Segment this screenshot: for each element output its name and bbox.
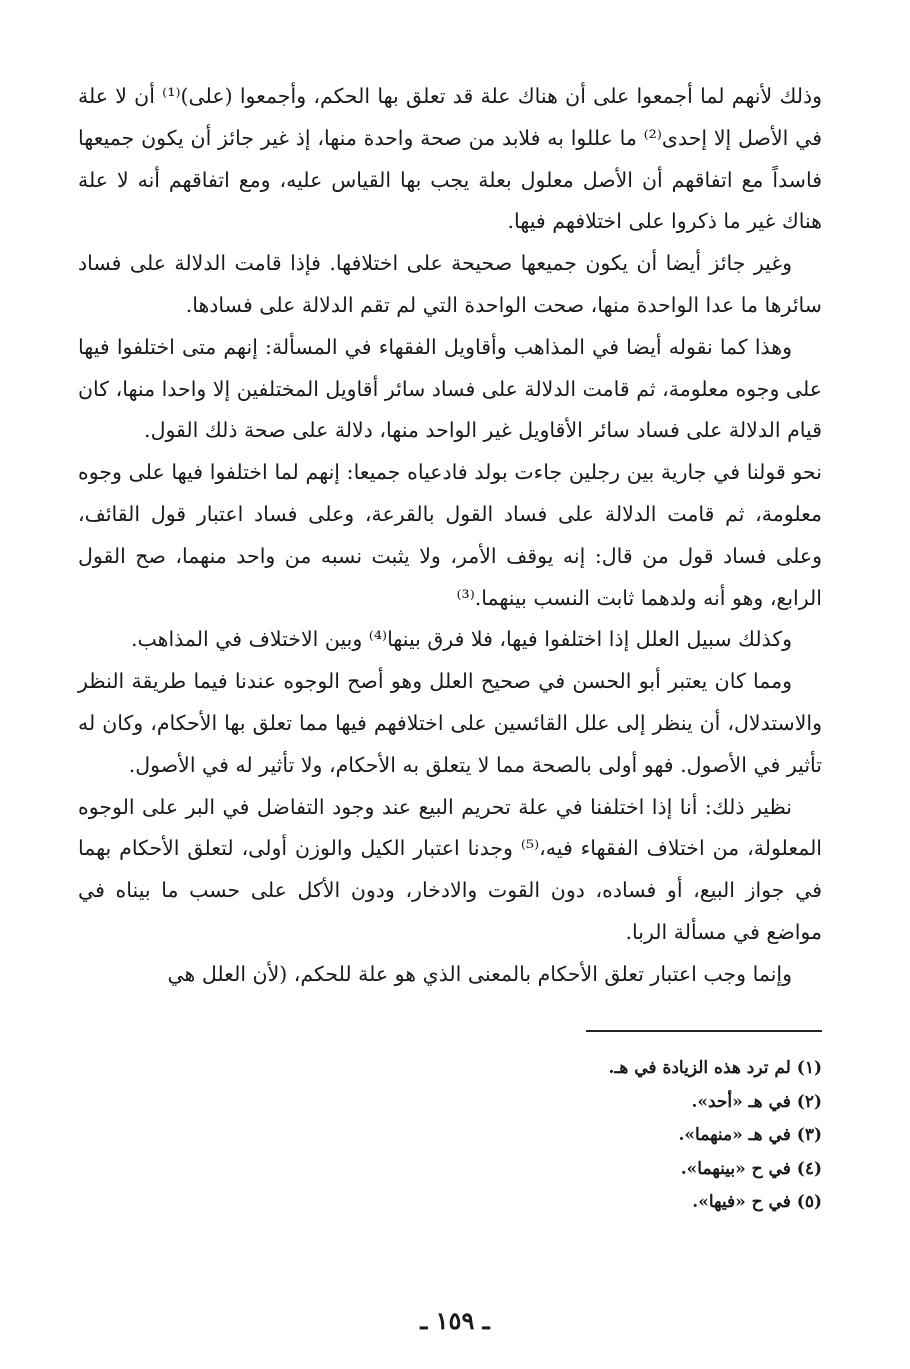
footnote-5: (٥) في ح «فيها». bbox=[692, 1192, 822, 1212]
paragraph-1: وذلك لأنهم لما أجمعوا على أن هناك علة قد تعلق بها الحكم، وأجمعوا (على)⁽¹⁾ أن لا علة في الأصل إلا إحدى⁽²⁾ ما عللوا به فلابد من صحة واحدة منها، إذ غير جائز أن يكون جميعها فاسداً مع اتفاقهم أن الأصل معلول بعلة يجب بها القياس عليه، ومع اتفاقهم أنه لا علة هناك غير ما ذكروا على اختلافهم فيها. bbox=[78, 84, 823, 234]
footnotes bbox=[322, 1052, 822, 1220]
main-text bbox=[78, 76, 822, 996]
footnote-3: (٣) في هـ «منهما». bbox=[678, 1125, 822, 1145]
paragraph-3: وهذا كما نقوله أيضا في المذاهب وأقاويل الفقهاء في المسألة: إنهم متى اختلفوا فيها على وجوه معلومة، ثم قامت الدلالة على فساد سائر أقاويل المختلفين إلا واحدا منها، كان قيام الدلالة على فساد سائر الأقاويل غير الواحد منها، دلالة على صحة ذلك القول. bbox=[78, 334, 822, 443]
page-number: ـ ١٥٩ ـ bbox=[420, 1306, 490, 1335]
footnote-4: (٤) في ح «بينهما». bbox=[680, 1158, 822, 1179]
paragraph-4: نحو قولنا في جارية بين رجلين جاءت بولد فادعياه جميعا: إنهم لما اختلفوا فيها على وجوه معلومة، ثم قامت الدلالة على فساد القول بالقرعة، وعلى فساد اعتبار قول القائف، وعلى فساد قول من قال: إنه يوقف الأمر، ولا يثبت نسبه من واحد منهما، صح القول الرابع، وهو أنه ولدهما ثابت النسب بينهما.⁽³⁾ bbox=[78, 460, 822, 610]
paragraph-2: وغير جائز أيضا أن يكون جميعها صحيحة على اختلافها. فإذا قامت الدلالة على فساد سائرها ما عدا الواحدة منها، صحت الواحدة التي لم تقم الدلالة على فسادها. bbox=[78, 251, 822, 317]
footnote-1: (١) لم ترد هذه الزيادة في هـ. bbox=[608, 1058, 822, 1078]
paragraph-6: ومما كان يعتبر أبو الحسن في صحيح العلل وهو أصح الوجوه عندنا فيما طريقة النظر والاستدلال، أن ينظر إلى علل القائسين على اختلافهم فيها مما تعلق بها الأحكام، وكان له تأثير في الأصول. فهو أولى بالصحة مما لا يتعلق به الأحكام، ولا تأثير له في الأصول. bbox=[78, 669, 822, 777]
paragraph-5: وكذلك سبيل العلل إذا اختلفوا فيها، فلا فرق بينها⁽⁴⁾ وبين الاختلاف في المذاهب. bbox=[130, 627, 792, 652]
footnote-separator bbox=[586, 1030, 822, 1032]
footnote-2: (٢) في هـ «أحد». bbox=[691, 1091, 822, 1112]
paragraph-8: وإنما وجب اعتبار تعلق الأحكام بالمعنى الذي هو علة للحكم، (لأن العلل هي bbox=[167, 961, 792, 986]
paragraph-7: نظير ذلك: أنا إذا اختلفنا في علة تحريم البيع عند وجود التفاضل في البر على الوجوه المعلولة، من اختلاف الفقهاء فيه،⁽⁵⁾ وجدنا اعتبار الكيل والوزن أولى، لتعلق الأحكام بهما في جواز البيع، أو فساده، دون القوت والادخار، ودون الأكل على حسب ما بيناه في مواضع في مسألة الربا. bbox=[78, 794, 823, 944]
